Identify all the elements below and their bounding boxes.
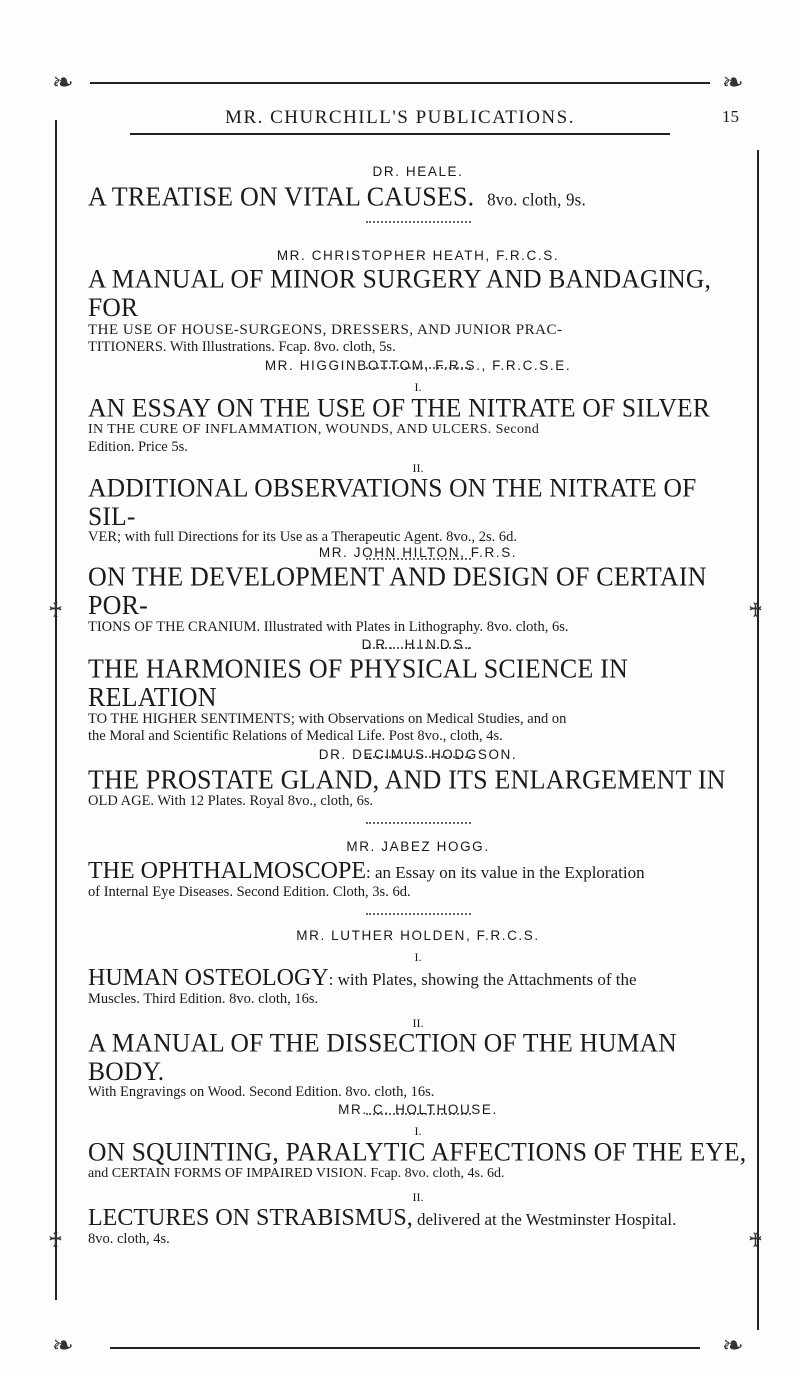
book-title: A MANUAL OF THE DISSECTION OF THE HUMAN BODY. <box>88 1027 677 1086</box>
book-details: 8vo. cloth, 4s. <box>88 1230 170 1247</box>
book-title: A MANUAL OF MINOR SURGERY AND BANDAGING, FOR <box>88 263 712 323</box>
entry-hilton <box>88 545 748 649</box>
book-details: TO THE HIGHER SENTIMENTS; with Observations on Medical Studies, and on <box>88 710 567 727</box>
book-title: THE PROSTATE GLAND, AND ITS ENLARGEMENT IN <box>88 764 726 795</box>
running-head: MR. CHURCHILL'S PUBLICATIONS. <box>225 107 575 128</box>
side-ornament-icon: ♰ <box>48 598 63 622</box>
author-name: MR. CHRISTOPHER HEATH, F.R.C.S. <box>276 248 560 263</box>
book-title: LECTURES ON STRABISMUS, delivered at the Westminster Hospital. <box>88 1204 677 1231</box>
author-name: MR. JOHN HILTON, F.R.S. <box>318 545 518 560</box>
book-details: of Internal Eye Diseases. Second Edition. Cloth, 3s. 6d. <box>88 884 411 901</box>
page-number: 15 <box>722 107 739 126</box>
entry-heath <box>88 248 748 369</box>
left-border-rule <box>55 120 57 1300</box>
book-details: Edition. Price 5s. <box>88 438 188 455</box>
side-ornament-icon: ♰ <box>748 1228 763 1252</box>
separator <box>366 819 471 824</box>
book-details: IN THE CURE OF INFLAMMATION, WOUNDS, AND ULCERS. Second <box>88 421 540 437</box>
book-details: 8vo. cloth, 9s. <box>487 189 586 210</box>
separator <box>366 218 471 223</box>
book-details: Muscles. Third Edition. 8vo. cloth, 16s. <box>88 991 319 1008</box>
corner-ornament-icon: ❧ <box>722 68 744 98</box>
entry-hodgson <box>88 747 748 824</box>
work-numeral: I. <box>414 950 422 964</box>
book-details: TIONS OF THE CRANIUM. Illustrated with Plates in Lithography. 8vo. cloth, 6s. <box>88 618 569 635</box>
author-name: DR. HINDS. <box>361 637 475 652</box>
top-border-rule <box>90 82 710 84</box>
book-title: AN ESSAY ON THE USE OF THE NITRATE OF SILVER <box>88 392 711 423</box>
author-name: MR. JABEZ HOGG. <box>346 839 490 854</box>
entry-higginbottom <box>88 358 748 560</box>
book-title: ADDITIONAL OBSERVATIONS ON THE NITRATE OF SIL- <box>88 472 697 532</box>
author-name: MR. LUTHER HOLDEN, F.R.C.S. <box>296 928 540 943</box>
book-title: ON THE DEVELOPMENT AND DESIGN OF CERTAIN POR- <box>88 561 707 621</box>
book-details: VER; with full Directions for its Use as a Therapeutic Agent. 8vo., 2s. 6d. <box>88 529 518 546</box>
book-title: HUMAN OSTEOLOGY: with Plates, showing the Attachments of the <box>88 965 637 991</box>
book-details: THE USE OF HOUSE-SURGEONS, DRESSERS, AND JUNIOR PRAC- <box>88 321 563 338</box>
author-name: MR. HIGGINBOTTOM, F.R.S., F.R.C.S.E. <box>264 358 572 373</box>
corner-ornament-icon: ❧ <box>52 1331 74 1361</box>
right-border-rule <box>757 150 759 1330</box>
side-ornament-icon: ♰ <box>48 1228 63 1252</box>
book-details: the Moral and Scientific Relations of Medical Life. Post 8vo., cloth, 4s. <box>88 727 503 744</box>
corner-ornament-icon: ❧ <box>722 1331 744 1361</box>
side-ornament-icon: ♰ <box>748 598 763 622</box>
book-details: TITIONERS. With Illustrations. Fcap. 8vo. cloth, 5s. <box>88 338 396 355</box>
book-title: THE OPHTHALMOSCOPE: an Essay on its value in the Exploration <box>88 858 645 884</box>
entry-holthouse <box>88 1102 748 1248</box>
work-numeral: I. <box>414 1124 422 1138</box>
author-name: MR. C. HOLTHOUSE. <box>338 1102 498 1117</box>
work-numeral: II. <box>412 1015 424 1030</box>
work-numeral: I. <box>414 380 422 394</box>
author-name: DR. DECIMUS HODGSON. <box>318 747 518 762</box>
entry-holden <box>88 928 748 1115</box>
corner-ornament-icon: ❧ <box>52 68 74 98</box>
entry-hinds <box>88 637 748 758</box>
book-title: THE HARMONIES OF PHYSICAL SCIENCE IN RELATION <box>88 653 628 713</box>
header-underline-rule <box>130 133 670 135</box>
bottom-border-rule <box>110 1347 700 1349</box>
author-name: DR. HEALE. <box>372 164 464 179</box>
work-numeral: II. <box>412 1189 424 1204</box>
entry-hogg <box>88 839 748 915</box>
book-details: OLD AGE. With 12 Plates. Royal 8vo., cloth, 6s. <box>88 793 374 810</box>
book-title: A TREATISE ON VITAL CAUSES. 8vo. cloth, 9s. <box>88 181 586 212</box>
entry-heale <box>88 164 748 223</box>
work-numeral: II. <box>412 460 424 475</box>
separator <box>366 910 471 915</box>
book-details: and CERTAIN FORMS OF IMPAIRED VISION. Fcap. 8vo. cloth, 4s. 6d. <box>88 1165 505 1181</box>
book-title: ON SQUINTING, PARALYTIC AFFECTIONS OF THE EYE, <box>88 1136 747 1167</box>
book-details: With Engravings on Wood. Second Edition. 8vo. cloth, 16s. <box>88 1084 435 1101</box>
